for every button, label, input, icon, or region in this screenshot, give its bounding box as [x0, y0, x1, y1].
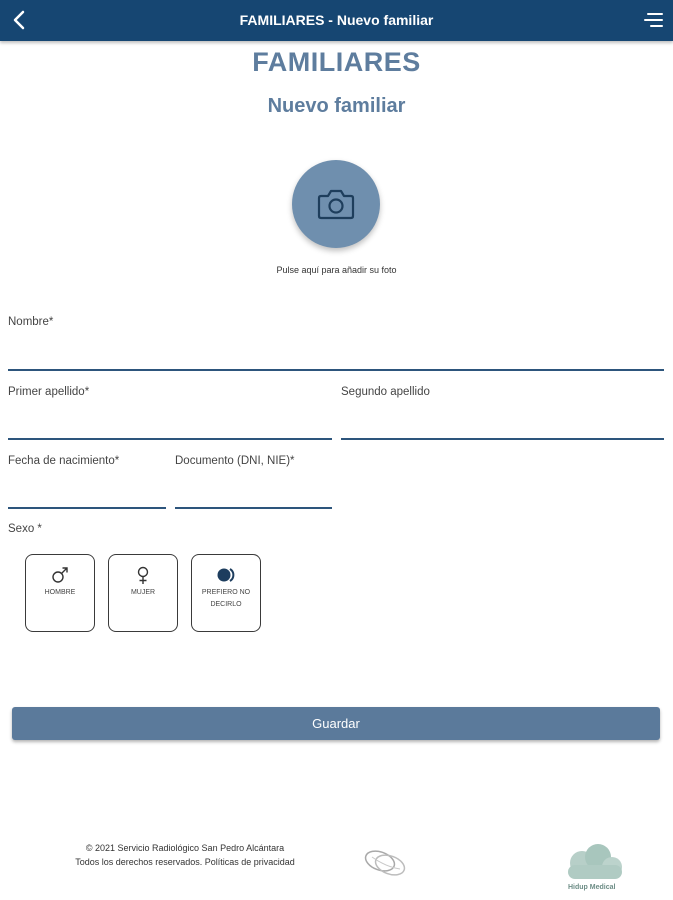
- primer-apellido-input[interactable]: [8, 438, 332, 440]
- documento-input[interactable]: [175, 507, 332, 509]
- app-bar-title: FAMILIARES - Nuevo familiar: [239, 12, 434, 28]
- male-icon: [26, 565, 94, 589]
- brand-text: Hidup Medical: [568, 884, 616, 891]
- camera-icon: [317, 187, 355, 221]
- nombre-input[interactable]: [8, 369, 664, 371]
- fecha-nacimiento-input[interactable]: [8, 507, 166, 509]
- half-circle-icon: [192, 565, 260, 589]
- female-icon: [109, 565, 177, 589]
- sex-option-label: MUJER: [130, 589, 156, 596]
- add-photo-hint[interactable]: Pulse aquí para añadir su foto: [276, 265, 397, 275]
- sex-option-label: HOMBRE: [44, 589, 76, 596]
- nombre-label: Nombre*: [8, 316, 54, 328]
- footer-copyright: © 2021 Servicio Radiológico San Pedro Alcántara: [85, 843, 285, 853]
- sexo-label: Sexo *: [8, 523, 42, 535]
- segundo-apellido-label: Segundo apellido: [341, 386, 430, 398]
- save-button[interactable]: Guardar: [12, 707, 660, 740]
- add-photo-button[interactable]: [292, 160, 380, 248]
- sex-option-prefiero-no-decirlo[interactable]: [191, 554, 261, 632]
- hidup-medical-logo: [560, 843, 628, 893]
- segundo-apellido-input[interactable]: [341, 438, 664, 440]
- menu-icon[interactable]: [642, 11, 664, 29]
- page-subtitle: Nuevo familiar: [267, 95, 406, 117]
- fecha-nacimiento-label: Fecha de nacimiento*: [8, 455, 120, 467]
- top-app-bar: [0, 0, 673, 41]
- hospital-logo: [362, 845, 410, 881]
- sex-option-hombre[interactable]: [25, 554, 95, 632]
- sex-option-mujer[interactable]: [108, 554, 178, 632]
- documento-label: Documento (DNI, NIE)*: [175, 455, 295, 467]
- primer-apellido-label: Primer apellido*: [8, 386, 90, 398]
- footer-rights[interactable]: Todos los derechos reservados. Políticas de privacidad: [75, 857, 295, 867]
- page-title: FAMILIARES: [252, 47, 421, 77]
- sex-option-label: PREFIERO NO DECIRLO: [201, 589, 251, 608]
